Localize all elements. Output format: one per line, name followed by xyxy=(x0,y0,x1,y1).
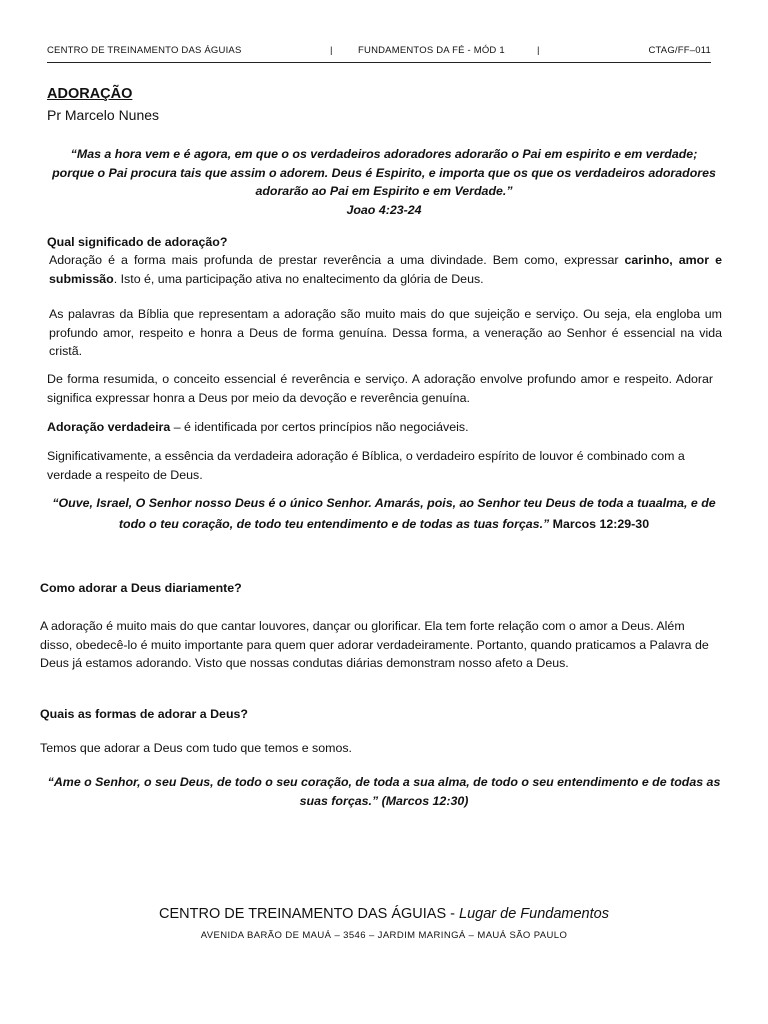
footer-slogan: Lugar de Fundamentos xyxy=(459,906,609,922)
document-title: ADORAÇÃO xyxy=(47,86,133,102)
header-code: CTAG/FF–011 xyxy=(648,45,711,56)
header-separator: | xyxy=(330,45,333,56)
paragraph-daily-worship: A adoração é muito mais do que cantar louvores, dançar ou glorificar. Ela tem forte relação com o amor a Deus. Além disso, obedecê-lo é muito importante para quem quer adorar verdadeiramente. Portanto, quando praticamos a Palavra de Deus já estamos adorando. Visto que nossas condutas diárias demonstram nosso afeto a Deus. xyxy=(40,619,709,670)
footer-dash: - xyxy=(446,906,460,922)
section-heading-forms: Quais as formas de adorar a Deus? xyxy=(40,707,248,721)
paragraph-text: – é identificada por certos princípios não negociáveis. xyxy=(170,420,469,434)
scripture-quote-mark xyxy=(48,493,720,534)
footer-organization xyxy=(0,906,768,922)
section-heading-daily: Como adorar a Deus diariamente? xyxy=(40,581,242,595)
paragraph-essence: Significativamente, a essência da verdadeira adoração é Bíblica, o verdadeiro espírito de louvor é combinado com a verdade a respeito de Deus. xyxy=(47,449,685,482)
quote-reference: Marcos 12:29-30 xyxy=(552,516,650,531)
header-separator: | xyxy=(537,45,540,56)
paragraph-forms: Temos que adorar a Deus com tudo que temos e somos. xyxy=(40,741,352,755)
paragraph-emphasis: Adoração verdadeira xyxy=(47,420,171,434)
quote-text: “Mas a hora vem e é agora, em que o os verdadeiros adoradores adorarão o Pai em espirito e em verdade; porque o Pai procura tais que assim o adorem. Deus é Espirito, e importa que os que os verdadeiros adoradores adorarão ao Pai em Espirito e em Verdade.” xyxy=(52,147,716,198)
header-course: FUNDAMENTOS DA FÉ - MÓD 1 xyxy=(358,45,505,56)
paragraph-summary: De forma resumida, o conceito essencial é reverência e serviço. A adoração envolve profundo amor e respeito. Adorar significa expressar honra a Deus por meio da devoção e reverência genuína. xyxy=(47,372,713,405)
paragraph-bible-words: As palavras da Bíblia que representam a adoração são muito mais do que sujeição e serviço. Ou seja, ela engloba um profundo amor, respeito e honra a Deus de forma genuína. Dessa forma, a veneração ao Senhor é essencial na vida cristã. xyxy=(49,307,722,358)
quote-text: “Ouve, Israel, O Senhor nosso Deus é o único Senhor. Amarás, pois, ao Senhor teu Deus de toda a tuaalma, e de todo o teu coração, de todo teu entendimento e de todas as tuas forças.” xyxy=(52,496,716,531)
opening-quote xyxy=(52,145,716,219)
paragraph-emphasis: carinho, amor e submissão xyxy=(49,253,722,286)
paragraph-true-worship xyxy=(47,418,713,437)
footer-address: AVENIDA BARÃO DE MAUÁ – 3546 – JARDIM MARINGÁ – MAUÁ SÃO PAULO xyxy=(200,930,568,941)
document-author: Pr Marcelo Nunes xyxy=(47,107,160,123)
page-header xyxy=(47,44,711,63)
footer-org-name: CENTRO DE TREINAMENTO DAS ÁGUIAS xyxy=(159,906,447,922)
header-org: CENTRO DE TREINAMENTO DAS ÁGUIAS xyxy=(47,45,242,56)
paragraph-text: . Isto é, uma participação ativa no enaltecimento da glória de Deus. xyxy=(113,271,484,286)
paragraph-text: Adoração é a forma mais profunda de prestar reverência a uma divindade. Bem como, expressar xyxy=(49,253,625,267)
section-heading-meaning: Qual significado de adoração? xyxy=(47,235,228,249)
paragraph-definition xyxy=(49,251,722,288)
quote-reference: Joao 4:23-24 xyxy=(346,202,422,217)
closing-quote xyxy=(40,773,728,811)
quote-text: “Ame o Senhor, o seu Deus, de todo o seu coração, de toda a sua alma, de todo o seu entendimento e de todas as suas forças.” (Marcos 12:30) xyxy=(47,775,721,808)
